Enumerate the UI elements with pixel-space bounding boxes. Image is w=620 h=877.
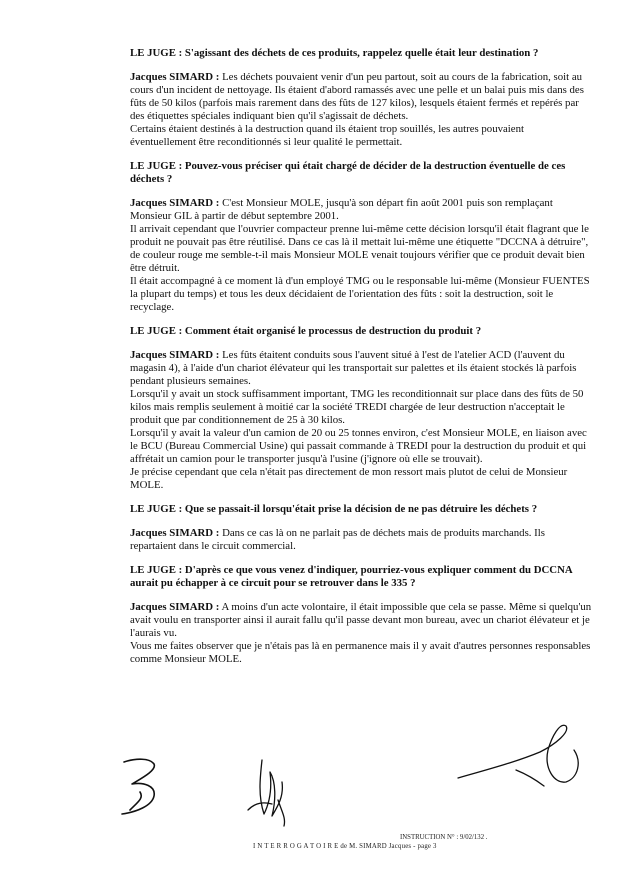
answer-text: Dans ce cas là on ne parlait pas de déchets mais de produits marchands. Ils repartaient dans le circuit commercial. (130, 527, 545, 552)
question-text: S'agissant des déchets de ces produits, rappelez quelle était leur destination ? (184, 47, 539, 59)
answer-paragraph: Lorsqu'il y avait la valeur d'un camion de 20 ou 25 tonnes environ, c'est Monsieur MOLE, en liaison avec le BCU (Bureau Commercial Usine) qui passait commande à TREDI pour la destruction du produit et qui affrétait un camion pour le transporter jusqu'à l'usine (j'ignore où elle se trouvait). (130, 427, 587, 465)
question (130, 47, 592, 60)
answer-paragraph (130, 601, 592, 640)
answer-paragraph: Vous me faites observer que je n'étais pas là en permanence mais il y avait d'autres personnes responsables comme Monsieur MOLE. (130, 640, 591, 665)
answer-text: Les fûts étaitent conduits sous l'auvent situé à l'est de l'atelier ACD (l'auvent du magasin 4), à l'aide d'un chariot élévateur qui les transportait sur palettes et ils étaient stockés là parfois pendant plusieurs semaines. (130, 349, 577, 387)
answer-paragraph: Certains étaient destinés à la destruction quand ils étaient trop souillés, les autres pouvaient éventuellement être reconditionnés si leur qualité le permettait. (130, 123, 524, 148)
witness-label: Jacques SIMARD : (130, 349, 220, 361)
judge-label: LE JUGE : (130, 503, 183, 515)
question-block-3 (130, 325, 592, 338)
signature-middle (242, 752, 304, 830)
instruction-number: INSTRUCTION N° : 9/02/132 . (400, 834, 488, 841)
witness-label: Jacques SIMARD : (130, 71, 220, 83)
answer-text: A moins d'un acte volontaire, il était impossible que cela se passe. Même si quelqu'un avait voulu en transporter ainsi il aurait fallu qu'il passe devant mon bureau, avec un chariot élévateur et je l'aurais vu. (130, 601, 592, 639)
answer-paragraph (130, 349, 592, 388)
answer-paragraph: Il arrivait cependant que l'ouvrier compacteur prenne lui-même cette décision lorsqu'il était flagrant que le produit ne pouvait pas être réutilisé. Dans ce cas là il mettait lui-même une étiquette "DCCNA à détruire", de couleur rouge me semble-t-il mais Monsieur MOLE venait toujours vérifier que ce produit devait bien être détruit. (130, 223, 589, 274)
answer-block-3 (130, 349, 592, 492)
question (130, 160, 592, 186)
question-text: Comment était organisé le processus de destruction du produit ? (184, 325, 482, 337)
answer-block-1 (130, 71, 592, 149)
question (130, 325, 592, 338)
question-block-1 (130, 47, 592, 60)
answer-paragraph (130, 197, 592, 223)
judge-label: LE JUGE : (130, 160, 183, 172)
signature-right (456, 722, 586, 792)
question-text: Que se passait-il lorsqu'était prise la décision de ne pas détruire les déchets ? (184, 503, 538, 515)
judge-label: LE JUGE : (130, 564, 183, 576)
answer-paragraph (130, 71, 592, 123)
answer-paragraph (130, 527, 592, 553)
answer-block-5 (130, 601, 592, 666)
transcript-body (130, 47, 592, 677)
question-block-4 (130, 503, 592, 516)
answer-text: C'est Monsieur MOLE, jusqu'à son départ fin août 2001 puis son remplaçant Monsieur GIL à partir de début septembre 2001. (130, 197, 553, 222)
question (130, 564, 592, 590)
witness-label: Jacques SIMARD : (130, 601, 220, 613)
witness-label: Jacques SIMARD : (130, 527, 220, 539)
judge-label: LE JUGE : (130, 47, 183, 59)
answer-block-2 (130, 197, 592, 314)
answer-paragraph: Il était accompagné à ce moment là d'un employé TMG ou le responsable lui-même (Monsieur FUENTES la plupart du temps) et tous les deux décidaient de l'orientation des fûts : soit la destruction, soit le recyclage. (130, 275, 590, 313)
question-text: D'après ce que vous venez d'indiquer, pourriez-vous expliquer comment du DCCNA aurait pu échapper à ce circuit pour se retrouver dans le 335 ? (130, 564, 573, 589)
signature-left (110, 752, 170, 822)
judge-label: LE JUGE : (130, 325, 183, 337)
question-block-2 (130, 160, 592, 186)
question-text: Pouvez-vous préciser qui était chargé de décider de la destruction éventuelle de ces déchets ? (130, 160, 566, 185)
answer-text: Les déchets pouvaient venir d'un peu partout, soit au cours de la fabrication, soit au cours d'un incident de nettoyage. Ils étaient d'abord ramassés avec une pelle et un balai puis mis dans des fûts de 50 kilos (parfois mais rarement dans des fûts de 127 kilos), lesquels étaient fermés et repérés par des étiquettes spéciales indiquant bien qu'il s'agissait de déchets. (130, 71, 584, 122)
answer-paragraph: Lorsqu'il y avait un stock suffisamment important, TMG les reconditionnait sur place dans des fûts de 50 kilos mais remplis seulement à moitié car la société TREDI chargée de leur destruction n'acceptait le produit que par conditionnement de 25 à 30 kilos. (130, 388, 584, 426)
question-block-5 (130, 564, 592, 590)
witness-label: Jacques SIMARD : (130, 197, 220, 209)
answer-paragraph: Je précise cependant que cela n'était pas directement de mon ressort mais plutot de celui de Monsieur MOLE. (130, 466, 568, 491)
question (130, 503, 592, 516)
interrogatoire-page-label: I N T E R R O G A T O I R E de M. SIMARD Jacques - page 3 (253, 843, 437, 850)
answer-block-4 (130, 527, 592, 553)
